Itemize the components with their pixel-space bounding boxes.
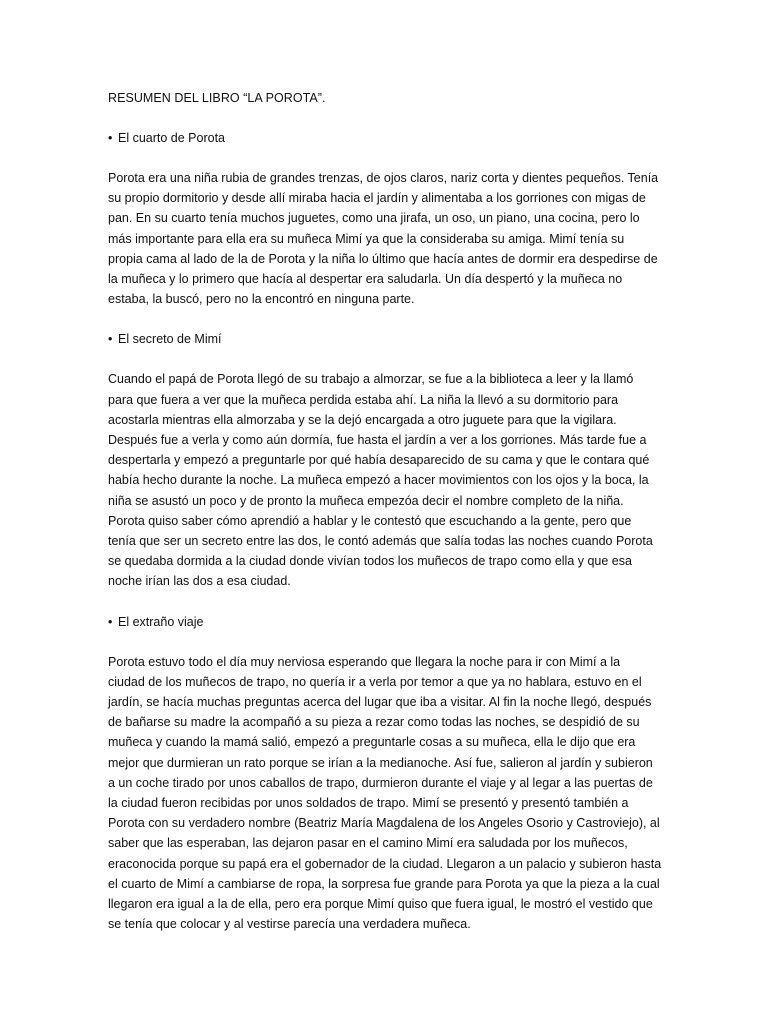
paragraph-line: a un coche tirado por unos caballos de trapo, durmieron durante el viaje y al legar a las puertas de [108, 775, 653, 790]
paragraph-line: jardín, se hacía muchas preguntas acerca del lugar que iba a visitar. Al fin la noche llegó, después [108, 695, 652, 710]
paragraph-line: había hecho durante la noche. La muñeca empezó a hacer movimientos con los ojos y la boca, la [108, 473, 649, 488]
paragraph-line: Después fue a verla y como aún dormía, fue hasta el jardín a ver a los gorriones. Más tarde fue a [108, 433, 647, 448]
document-title: RESUMEN DEL LIBRO “LA POROTA”. [108, 91, 326, 105]
paragraph-line: de bañarse su madre la acompañó a su pieza a rezar como todas las noches, se despidió de su [108, 715, 640, 730]
paragraph-line: acostarla mientras ella almorzaba y se la dejó encargada a otro juguete para que la vigilara. [108, 412, 617, 427]
paragraph-line: se quedaba dormida a la ciudad donde vivían todos los muñecos de trapo como ella y que esa [108, 554, 632, 569]
paragraph-line: la ciudad fueron recibidas por unos soldados de trapo. Mimí se presentó y presentó también a [108, 796, 629, 811]
section-heading-text: El cuarto de Porota [118, 131, 226, 145]
paragraph-line: noche irían las dos a esa ciudad. [108, 574, 291, 589]
bullet-icon: • [108, 131, 113, 145]
paragraph-line: mejor que durmieran un rato porque se irían a la medianoche. Así fue, salieron al jardín y subieron [108, 755, 653, 770]
paragraph-line: la muñeca y lo primero que hacía al despertar era saludarla. Un día despertó y la muñeca no [108, 272, 623, 287]
paragraph-line: niña se asustó un poco y de pronto la muñeca empezóa decir el nombre completo de la niña. [108, 493, 624, 508]
paragraph-line: su propio dormitorio y desde allí miraba hacia el jardín y alimentaba a los gorriones con migas de [108, 191, 646, 206]
paragraph-line: para que fuera a ver que la muñeca perdida estaba ahí. La niña la llevó a su dormitorio para [108, 392, 619, 407]
paragraph-line: despertarla y empezó a preguntarle por qué había desaparecido de su cama y que le contara qué [108, 453, 650, 468]
section-heading-text: El extraño viaje [118, 614, 204, 629]
paragraph-line: ciudad de los muñecos de trapo, no quería ir a verla por temor a que ya no hablara, estuvo en el [108, 674, 642, 689]
section-heading [108, 612, 664, 632]
paragraph-line: más importante para ella era su muñeca Mimí ya que la consideraba su amiga. Mimí tenía su [108, 231, 625, 246]
paragraph-line: Porota era una niña rubia de grandes trenzas, de ojos claros, nariz corta y dientes pequeños. Tenía [108, 171, 659, 185]
paragraph-line: estaba, la buscó, pero no la encontró en ninguna parte. [108, 292, 415, 307]
section-heading [108, 128, 664, 148]
bullet-icon: • [108, 614, 113, 629]
paragraph-line: Porota quiso saber cómo aprendió a hablar y le contestó que escuchando a la gente, pero que [108, 513, 632, 528]
bullet-icon: • [108, 332, 113, 347]
section-paragraph [108, 652, 664, 935]
paragraph-line: tenía que ser un secreto entre las dos, le contó además que salía todas las noches cuando Porota [108, 534, 653, 549]
paragraph-line: el cuarto de Mimí a cambiarse de ropa, la sorpresa fue grande para Porota ya que la pieza a la cual [108, 876, 660, 891]
paragraph-line: pan. En su cuarto tenía muchos juguetes, como una jirafa, un oso, un piano, una cocina, pero lo [108, 211, 640, 226]
document-page [108, 88, 664, 955]
paragraph-line: se tenía que colocar y al vestirse parecía una verdadera muñeca. [108, 917, 471, 932]
section-paragraph [108, 369, 664, 591]
document-sections [108, 128, 664, 935]
paragraph-line: llegaron era igual a la de ella, pero era porque Mimí quiso que fuera igual, le mostró el vestido que [108, 897, 653, 912]
paragraph-line: Cuando el papá de Porota llegó de su trabajo a almorzar, se fue a la biblioteca a leer y la llamó [108, 372, 634, 387]
paragraph-line: Porota estuvo todo el día muy nerviosa esperando que llegara la noche para ir con Mimí a la [108, 654, 621, 669]
paragraph-line: eraconocida porque su papá era el gobernador de la ciudad. Llegaron a un palacio y subieron hasta [108, 856, 662, 871]
section-heading-text: El secreto de Mimí [118, 332, 222, 347]
paragraph-line: Porota con su verdadero nombre (Beatriz María Magdalena de los Angeles Osorio y Castroviejo), al [108, 816, 660, 831]
section-paragraph [108, 168, 664, 309]
paragraph-line: saber que las esperaban, las dejaron pasar en el camino Mimí era saludada por los muñecos, [108, 836, 628, 851]
paragraph-line: propia cama al lado de la de Porota y la niña lo último que hacía antes de dormir era despedirse de [108, 251, 658, 266]
section-heading [108, 329, 664, 349]
paragraph-line: muñeca y cuando la mamá salió, empezó a preguntarle cosas a su muñeca, ella le dijo que era [108, 735, 636, 750]
